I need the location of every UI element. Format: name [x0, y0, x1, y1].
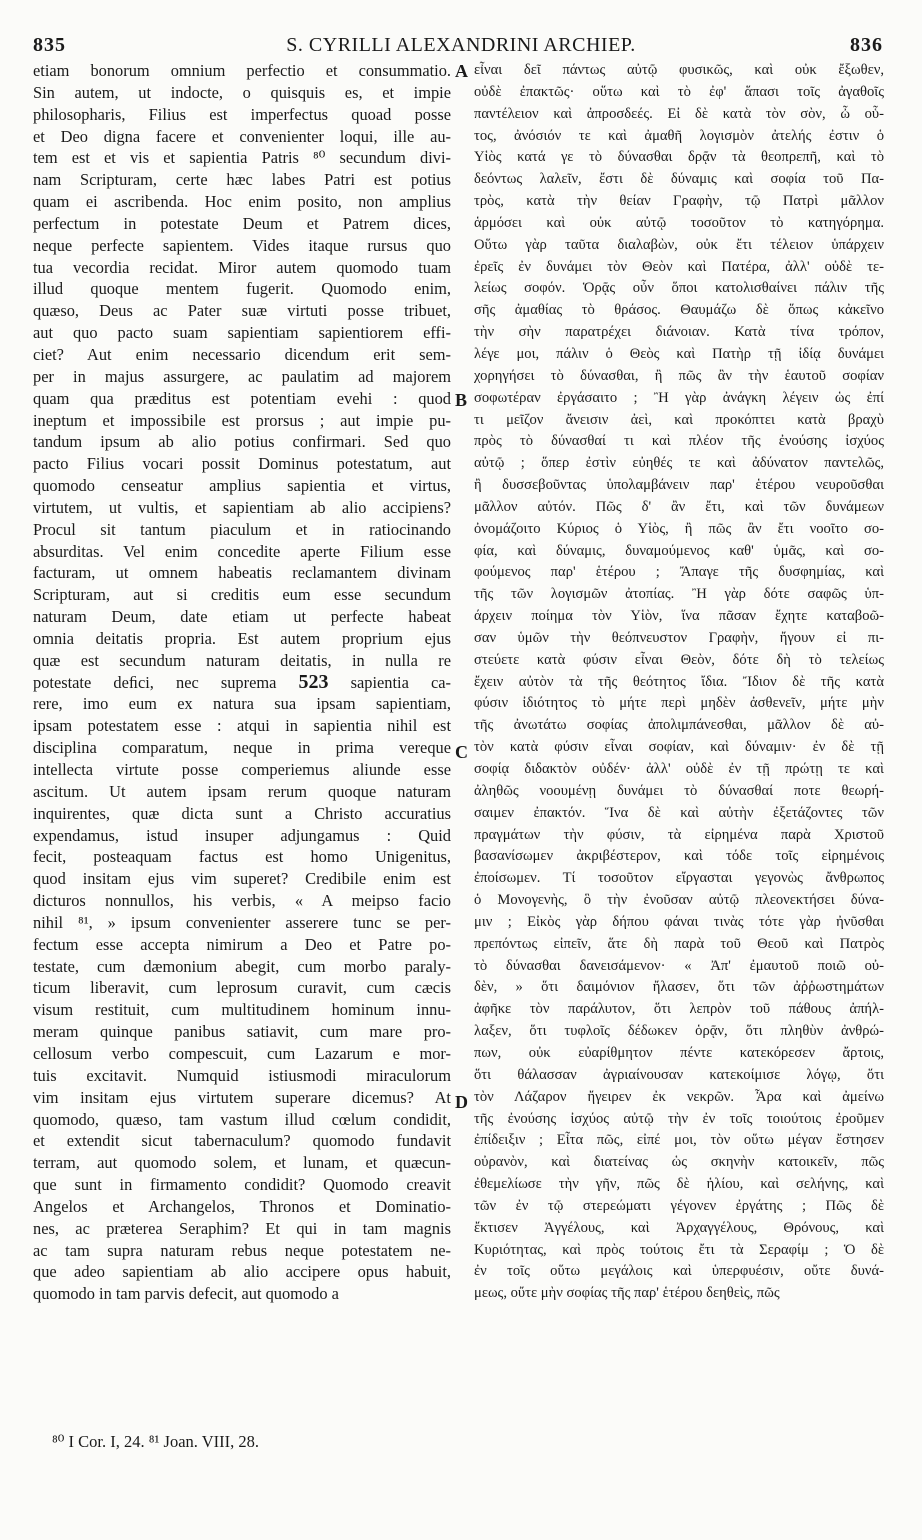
latin-text-line: quomodo, quæso, tam vastum illud cœlum condidit,	[33, 1109, 451, 1129]
greek-text-line: ἀφῆκε τὸν παράλυτον, ὅτι λεπρὸν τοῦ πάθους ἀπήλ-	[474, 1001, 884, 1018]
greek-text-line: τι μεῖζον ἄνεισιν ἀεὶ, καὶ προκόπτει κατὰ βραχὺ	[474, 411, 884, 428]
latin-text-line: quæso, Deus ac Pater suæ virtuti posse tribuet,	[33, 301, 451, 321]
latin-text-line: Angelos et Archangelos, Thronos et Dominatio-	[33, 1196, 451, 1216]
greek-text-line: φία, καὶ δύναμις, δυναμούμενος καθ' ὑμᾶς, καὶ σο-	[474, 542, 884, 559]
page-number-left: 835	[33, 34, 66, 56]
latin-text-line: illud quoque mentem fugerit. Quomodo enim,	[33, 279, 451, 299]
greek-text-line: οὐδὲ ἐπακτῶς· οὕτω καὶ τὸ ἐφ' ἅπασι τοῖς ἀγαθοῖς	[474, 83, 884, 100]
latin-text-line: nes, ac præterea Seraphim? Et qui in tam magnis	[33, 1218, 451, 1238]
column-marker-number: 523	[298, 670, 329, 693]
margin-letter-a: A	[455, 61, 468, 81]
greek-text-line: πων, οὐκ εὐαρίθμητον πέντε κατεκόρεσεν ἄρτοις,	[474, 1044, 884, 1061]
greek-text-line: φύσιν ἰδιότητος τὸ μήτε περὶ μηδὲν ἀσθενεῖν, μήτε μὴν	[474, 695, 884, 712]
latin-text-line: Procul sit tantum piaculum et in ratiocinando	[33, 519, 451, 539]
latin-text-line: philosopharis, Filius est imperfectus quoad posse	[33, 104, 451, 124]
latin-text-line: et Deo digna facere et convenienter loqui, ille au-	[33, 126, 451, 146]
greek-text-line: άρχειν ποίημα τὸν Υἱὸν, ἵνα πᾶσαν ἔχητε καταβοῶ-	[474, 608, 884, 625]
latin-text-line: perfectum in potestate Deum et Patrem dices,	[33, 213, 451, 233]
latin-text-line: quomodo censeatur amplius sapientia et virtus,	[33, 476, 451, 496]
greek-text-line: Οὕτω γὰρ ταῦτα διαλαβὼν, οὐκ ἔτι τέλειον ὑπάρχειν	[474, 236, 884, 253]
latin-text-line: quam qua præditus est potentiam evehi : quod	[33, 388, 451, 408]
greek-text-line: τὸ δύνασθαι δανεισάμενον· « Ἀπ' ἐμαυτοῦ ποιῶ οὐ-	[474, 957, 884, 974]
latin-text-line: per in majus assurgere, ac paulatim ad majorem	[33, 366, 451, 386]
greek-text-line: ἔχειν αὐτὸν τὰ τῆς θεότητος ἴδια. Ἴδιον δὲ τῆς κατὰ	[474, 673, 884, 690]
greek-text-line: ἢ δυσσεβοῦντας ὑπολαμβάνειν παρ' ἑτέρου νευροῦσθαι	[474, 477, 884, 494]
greek-text-line: ἔκτισεν Ἀγγέλους, καὶ Ἀρχαγγέλους, Θρόνους, καὶ	[474, 1219, 884, 1236]
greek-text-line: χορηγήσει τὸ δύνασθαι, ἢ πῶς ἂν τὴν ἑαυτοῦ σοφίαν	[474, 367, 884, 384]
greek-text-line: ἐρεῖς ἐν δυνάμει τὸν Θεὸν καὶ Πατέρα, ἀλλ' οὐδὲ τε-	[474, 258, 884, 275]
greek-text-line: ἐποίσωμεν. Τί τοσοῦτον εἴργασται γεγονὼς ἄνθρωπος	[474, 870, 884, 887]
greek-text-line: ὅτι θάλασσαν ἀγριαίνουσαν κατεκοίμισε λόγῳ, ὅτι	[474, 1066, 884, 1083]
greek-text-line: εἶναι δεῖ πάντως αὐτῷ φυσικῶς, καὶ οὐκ ἔξωθεν,	[474, 62, 884, 78]
page-header	[0, 0, 922, 56]
latin-text-line: tandum ipsum ab alio potius confirmari. Sed quo	[33, 432, 451, 452]
latin-text-line: vim insitam ejus virtutem superare dicemus? At	[33, 1087, 451, 1107]
latin-text-line: absurditas. Vel enim concedite aperte Filium esse	[33, 541, 451, 561]
greek-text-line: τὸν κατὰ φύσιν εἶναι σοφίαν, καὶ δύναμιν· ἐν δὲ τῇ	[474, 739, 884, 756]
latin-text-line: fectum esse accepta nimirum a Deo et Patre po-	[33, 934, 451, 954]
latin-text-line: etiam bonorum omnium perfectio et consummatio.	[33, 61, 451, 80]
greek-text-line: τρὸς, κατὰ τὴν θείαν Γραφὴν, τῷ Πατρὶ μᾶλλον	[474, 193, 884, 210]
greek-text-line: ἁρμόσει καὶ οὐκ αὐτῷ τοσοῦτον τὸ κατηγόρημα.	[474, 214, 884, 231]
latin-text-line: ciet? Aut enim necessario dicendum erit sem-	[33, 344, 451, 364]
greek-text-line: ἀληθῶς νοουμένῃ δυνάμει τὸ δύνασθαί ποτε θεωρή-	[474, 782, 884, 799]
greek-text-line: τῶν ἐν τῷ στερεώματι γέγονεν ἐργάτης ; Πῶς δὲ	[474, 1197, 884, 1214]
latin-text-line: Scripturam, aut si creditis eum esse secundum	[33, 585, 451, 605]
greek-text-line: Υἱὸς κατά γε τὸ δύνασθαι δρᾷν τὰ θεοπρεπῆ, καὶ τὸ	[474, 149, 884, 166]
latin-text-line: tuis excitavit. Numquid istiusmodi miraculorum	[33, 1065, 451, 1085]
greek-text-line: δεόντως λαλεῖν, ἔστι δὲ δύναμις καὶ σοφία τοῦ Πα-	[474, 171, 884, 188]
latin-text-line: dicturos nonnullos, his verbis, « A meipso facio	[33, 891, 451, 911]
latin-text-line: que sunt in firmamento condidit? Quomodo creavit	[33, 1175, 451, 1195]
latin-text-line: omnia deitatis propria. Est autem proprium ejus	[33, 628, 451, 648]
greek-text-line: τῆς ἐνούσης ἰσχύος αὐτῷ τὴν ἐν τοῖς τοιούτοις ἐροῦμεν	[474, 1110, 884, 1127]
page-number-right: 836	[850, 34, 883, 56]
greek-text-line: πραγμάτων τὴν φύσιν, τὰ εἰρημένα παρὰ Χριστοῦ	[474, 826, 884, 843]
margin-letter-d: D	[455, 1092, 468, 1112]
greek-text-line: μεως, οὔτε μὴν σοφίας τῆς παρ' ἑτέρου δεηθεὶς, πῶς	[474, 1285, 780, 1302]
latin-text-line: nihil ⁸¹, » ipsum convenienter asserere tunc se per-	[33, 912, 451, 932]
greek-column	[474, 60, 884, 1305]
greek-text-line: σοφωτέραν ἐργάσαιτο ; Ἢ γὰρ ἀνάγκη λέγειν ὡς ἐπί	[474, 389, 884, 406]
latin-text-line: fecit, posteaquam factus est homo Unigenitus,	[33, 847, 451, 867]
greek-text-line: πρὸς τὸ δύνασθαί τι καὶ πλέον τῆς ἐνούσης ἰσχύος	[474, 433, 884, 450]
latin-text-line: quæ est secundum naturam deitatis, in nulla re	[33, 650, 451, 670]
latin-text-line: tem est et vis et sapientia Patris ⁸⁰ secundum divi-	[33, 148, 451, 168]
latin-text-line: visum restituit, cum multitudinem hominum innu-	[33, 1000, 451, 1020]
latin-text-line: ascitum. Ut autem ipsam rerum quoque naturam	[33, 781, 451, 801]
margin-letter-b: B	[455, 390, 468, 410]
latin-text-line: ticum liberavit, cum leprosum curavit, cum cæcis	[33, 978, 451, 998]
greek-text-line: Κυριότητας, καὶ πρὸς τούτοις ἔτι τὰ Σεραφίμ ; Ὁ δὲ	[474, 1241, 884, 1258]
greek-text-line: ἐπίδειξιν ; Εἶτα πῶς, εἰπέ μοι, τὸν οὕτω μέγαν ἔστησεν	[474, 1132, 884, 1149]
greek-text-line: αὐτῷ ; ὅπερ ἐστὶν εὐηθές τε καὶ ἀδύνατον παντελῶς,	[474, 455, 884, 472]
greek-text-line: ὁ Μονογενὴς, ὃ τὴν ἐνοῦσαν αὐτῷ πλεονεκτήσει δύνα-	[474, 892, 884, 909]
greek-text-line: τὴν σὴν παρατρέχει διάνοιαν. Κατὰ τίνα τρόπον,	[474, 324, 884, 341]
latin-text-line: facturam, ut omnem habeatis reclamantem divinam	[33, 563, 451, 583]
latin-text-line: intellecta virtute posse comperiemus aliunde esse	[33, 760, 451, 779]
greek-text-line: παντέλειον καὶ ἀπροσδεές. Εἰ δὲ κατὰ τὸν σὸν, ὦ οὗ-	[474, 105, 884, 122]
latin-text-line: neque perfecte sapientem. Vides itaque rursus quo	[33, 235, 451, 255]
greek-text-line: λέγε μοι, πάλιν ὁ Θεὸς καὶ Πατὴρ τῇ ἰδίᾳ δυνάμει	[474, 345, 884, 362]
latin-text-line: quomodo in tam parvis defecit, aut quomodo a	[33, 1284, 339, 1304]
greek-text-line: σαιμεν ἐπακτόν. Ἵνα δὲ καὶ αὐτὴν ἐξετάζοντες τῶν	[474, 804, 884, 821]
latin-text-line: inquirentes, quæ dicta sunt a Christo accuratius	[33, 803, 451, 823]
greek-text-line: τῆς τῶν λογισμῶν ἀτοπίας. Ἢ γὰρ δότε σαφῶς ὑπ-	[474, 586, 884, 603]
latin-text-line: ipsam potestatem esse : atqui in sapientia nihil est	[33, 716, 451, 736]
latin-text-line: pacto Filius vocari possit Dominus potestatum, aut	[33, 454, 451, 474]
greek-text-line: σῆς ἀμαθίας τὸ θράσος. Θαυμάζω δὲ ὅπως κἀκεῖνο	[474, 302, 884, 319]
latin-text-line: virtutem, ut vultis, et sapientiam ab alio accipiens?	[33, 497, 451, 517]
greek-text-line: λαξεν, ὅτι τυφλοῖς δέδωκεν ὁρᾷν, ὅτι πληθὺν ἀνθρώ-	[474, 1023, 884, 1040]
footnotes: ⁸⁰ I Cor. I, 24. ⁸¹ Joan. VIII, 28.	[52, 1432, 259, 1451]
latin-text-line: expendamus, istud insuper adjungamus : Quid	[33, 825, 451, 845]
latin-text-line: potestate deﬁci, nec suprema 523 sapientia ca-	[33, 670, 451, 693]
latin-text-line: ineptum et impossibile est prorsus ; aut impie pu-	[33, 410, 451, 430]
greek-text-line: τῆς ἀνωτάτω σοφίας ἀπολιμπάνεσθαι, μᾶλλον δὲ αὐ-	[474, 717, 884, 734]
greek-text-line: τὸν Λάζαρον ἤγειρεν ἐκ νεκρῶν. Ἆρα καὶ ἀμείνω	[474, 1088, 884, 1105]
latin-text-line: quod insitam ejus vim superet? Credibile enim est	[33, 869, 451, 889]
running-title: S. CYRILLI ALEXANDRINI ARCHIEP.	[286, 34, 636, 56]
latin-text-line: naturam Deum, date etiam ut perfecte habeat	[33, 607, 451, 627]
greek-text-line: ὀνομάζοιτο Κύριος ὁ Υἱὸς, ἢ πῶς ἂν ἔτι νοοῖτο σο-	[474, 520, 884, 537]
latin-text-line: nam Scripturam, certe hæc labes Patri est potius	[33, 170, 451, 190]
latin-text-line: Sin autem, ut indocte, o quisquis es, et impie	[33, 82, 451, 102]
latin-text-line: terram, aut quomodo solem, et lunam, et quæcun-	[33, 1153, 451, 1173]
greek-text-line: λείως σοφόν. Ὁρᾷς οὖν ὅποι κατολισθαίνει πάλιν τῆς	[474, 280, 884, 297]
greek-text-line: σοφίᾳ διδακτὸν οὐδέν· ἀλλ' οὐδὲ ἐν τῇ πρώτῃ τε καὶ	[474, 761, 884, 777]
greek-text-line: φούμενος παρ' ἑτέρου ; Ἄπαγε τῆς δυσφημίας, καὶ	[474, 564, 884, 581]
latin-text-line: testate, cum dæmonium abegit, cum morbo paraly-	[33, 956, 451, 976]
greek-text-line: βασανίσωμεν ἀκριβέστερον, καὶ τόδε τοῖς εἰρημένοις	[474, 848, 884, 865]
latin-column	[33, 60, 451, 1305]
latin-text-line: ac tam supra naturam rebus neque potestatem ne-	[33, 1240, 451, 1260]
greek-text-line: σαν ὑμῶν τὴν θεόπνευστον Γραφὴν, ἤγουν εἰ πι-	[474, 629, 884, 646]
latin-text-line: rere, imo eum ex natura sua ipsam sapientiam,	[33, 694, 451, 714]
margin-letter-c: C	[455, 742, 468, 762]
latin-text-line: que adeo sapientiam ab alio accipere opus habuit,	[33, 1262, 451, 1282]
latin-text-line: meram quinque panibus satiavit, cum mare pro-	[33, 1022, 451, 1042]
greek-text-line: οὐρανὸν, καὶ διατείνας ὡς σκηνὴν κατοικεῖν, πῶς	[474, 1154, 884, 1171]
greek-text-line: ἐθεμελίωσε τὴν γῆν, πῶς δὲ ἡλίου, καὶ σελήνης, καὶ	[474, 1176, 884, 1193]
greek-text-line: μᾶλλον αὐτόν. Πῶς δ' ἂν ἔτι, καὶ τῶν δυνάμεων	[474, 498, 884, 515]
greek-text-line: πρεπόντως εἰπεῖν, ἅτε δὴ παρὰ τοῦ Θεοῦ καὶ Πατρὸς	[474, 935, 884, 952]
latin-text-line: cellosum verbo compescuit, cum Lazarum e mor-	[33, 1043, 451, 1063]
greek-text-line: δὲν, » ὅτι δαιμόνιον ἤλασεν, ὅτι τῶν ἀῤῥωστημάτων	[474, 979, 884, 996]
greek-text-line: τος, ἀνόσιόν τε καὶ ἀμαθῆ λογισμὸν ἀτελής ἐστιν ὁ	[474, 127, 884, 144]
latin-text-line: tua vecordia recidat. Miror autem quomodo tuam	[33, 257, 451, 277]
greek-text-line: στεύετε κατὰ φύσιν εἶναι Θεὸν, δότε δὴ τὸ τελείως	[474, 651, 884, 668]
latin-text-line: disciplina comparatum, neque in prima vereque	[33, 738, 451, 758]
latin-text-line: aut quo pacto suam sapientiam sapientiorem effi-	[33, 323, 451, 343]
greek-text-line: μιν ; Εἰκὸς γὰρ δήπου φάναι τινὰς τότε γὰρ ἠνῦσθαι	[474, 913, 884, 930]
greek-text-line: ἐν τοῖς οὕτω μεγάλοις καὶ ὑπερφυέσιν, οὔτε δυνά-	[474, 1263, 884, 1280]
latin-text-line: quam ei ascribenda. Hoc enim posito, non amplius	[33, 192, 451, 212]
latin-text-line: et extendit sicut tabernaculum? quomodo fundavit	[33, 1131, 451, 1151]
